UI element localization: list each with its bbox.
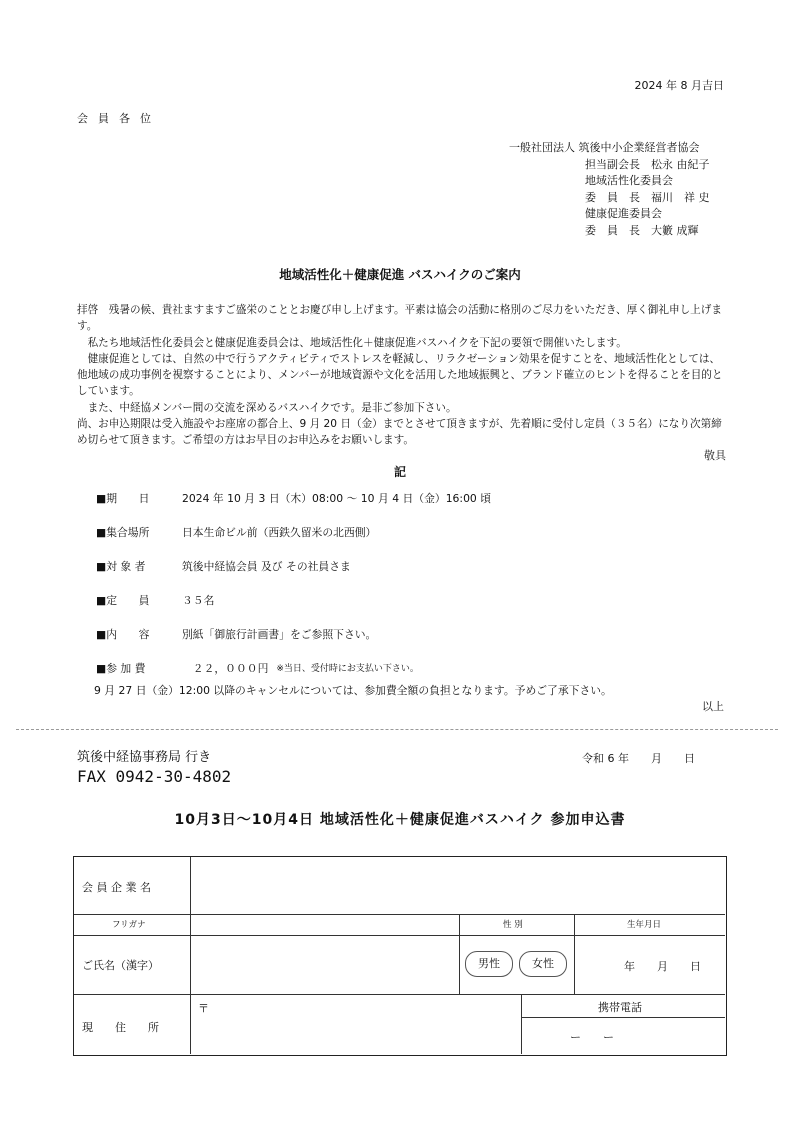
name-label: ご氏名（漢字）: [82, 959, 159, 972]
sender-line: 委 員 長 福川 祥 史: [585, 190, 710, 204]
sender-line: 委 員 長 大籔 成輝: [585, 223, 699, 237]
body-paragraph: 拝啓 残暑の候、貴社ますますご盛栄のこととお慶び申し上げます。平素は協会の活動に格別のご尽力をいただき、厚く御礼申し上げます。: [77, 304, 722, 333]
detail-note: ※当日、受付時にお支払い下さい。: [276, 664, 419, 674]
detail-label: ■期 日: [96, 492, 150, 505]
postal-mark: 〒: [198, 1002, 209, 1015]
furigana-label: フリガナ: [112, 920, 146, 930]
detail-value: 別紙「御旅行計画書」をご参照下さい。: [182, 628, 377, 641]
document-title: 地域活性化＋健康促進 バスハイクのご案内: [279, 267, 521, 282]
gender-female-option[interactable]: 女性: [519, 951, 567, 977]
form-title: 10月3日～10月4日 地域活性化＋健康促進バスハイク 参加申込書: [174, 812, 626, 828]
mobile-label: 携帯電話: [598, 1001, 642, 1014]
fax-number: FAX 0942-30-4802: [77, 767, 232, 786]
company-field[interactable]: [192, 872, 724, 910]
birth-date-field[interactable]: 年 月 日: [624, 960, 701, 973]
body-paragraph: 健康促進としては、自然の中で行うアクティビティでストレスを軽減し、リラクゼーション効果を促すことを、地域活性化としては、他地域の成功事例を視察することにより、メンバーが地域資源や文化を活用した地域振興と、ブランド確立のヒントを得ることを目的としています。: [77, 352, 723, 398]
detail-row: [96, 593, 491, 627]
company-label: 会 員 企 業 名: [82, 881, 151, 894]
body-paragraph: また、中経協メンバー間の交流を深めるバスハイクです。是非ご参加下さい。: [77, 401, 457, 414]
detail-row: [96, 627, 491, 661]
detail-label: ■集合場所: [96, 526, 150, 539]
detail-row: [96, 525, 491, 559]
recipients: 会員各位: [77, 112, 161, 125]
sender-line: 担当副会長 松永 由紀子: [585, 157, 710, 171]
ijo: 以上: [702, 700, 724, 713]
detail-value: 日本生命ビル前（西鉄久留米の北西側）: [182, 526, 377, 539]
birth-label: 生年月日: [627, 920, 662, 930]
sender-block: [509, 140, 710, 239]
body-paragraph: 私たち地域活性化委員会と健康促進委員会は、地域活性化＋健康促進バスハイクを下記の要領で開催いたします。: [77, 336, 627, 349]
detail-value: ２２，０００円: [182, 662, 269, 675]
address-label: 現 住 所: [82, 1021, 159, 1034]
detail-label: ■対 象 者: [96, 560, 146, 573]
cancel-policy: 9 月 27 日（金）12:00 以降のキャンセルについては、参加費全額の負担となります。予めご了承下さい。: [94, 684, 612, 697]
address-field[interactable]: [192, 996, 518, 1052]
name-field[interactable]: [192, 936, 456, 992]
gender-label: 性 別: [503, 920, 523, 930]
detail-value: 2024 年 10 月 3 日（木）08:00 ～ 10 月 4 日（金）16:00 頃: [182, 492, 492, 505]
detail-label: ■参 加 費: [96, 662, 146, 675]
cut-line: [16, 729, 778, 730]
letter-body: [77, 302, 727, 449]
office-addressee: 筑後中経協事務局 行き: [77, 750, 212, 765]
detail-value: 筑後中経協会員 及び その社員さま: [182, 560, 351, 573]
gender-male-option[interactable]: 男性: [465, 951, 513, 977]
sender-line: 地域活性化委員会: [585, 174, 673, 187]
detail-value: ３５名: [182, 594, 215, 607]
ki-heading: 記: [393, 465, 406, 479]
closing-keigu: 敬具: [704, 449, 726, 462]
event-details: [96, 491, 491, 695]
detail-row: [96, 491, 491, 525]
sender-org: 一般社団法人 筑後中小企業経営者協会: [509, 141, 700, 154]
detail-label: ■内 容: [96, 628, 150, 641]
body-paragraph: 尚、お申込期限は受入施設やお座席の都合上、9 月 20 日（金）までとさせて頂きますが、先着順に受付し定員（３５名）になり次第締め切らせて頂きます。ご希望の方はお早目のお申込みをお願いします。: [77, 418, 722, 447]
mobile-field[interactable]: ー ー: [570, 1031, 614, 1044]
issue-date: 2024 年 8 月吉日: [634, 79, 724, 92]
detail-label: ■定 員: [96, 594, 150, 607]
sender-line: 健康促進委員会: [585, 207, 662, 220]
detail-row: [96, 559, 491, 593]
form-date: 令和 6 年 月 日: [582, 752, 695, 765]
